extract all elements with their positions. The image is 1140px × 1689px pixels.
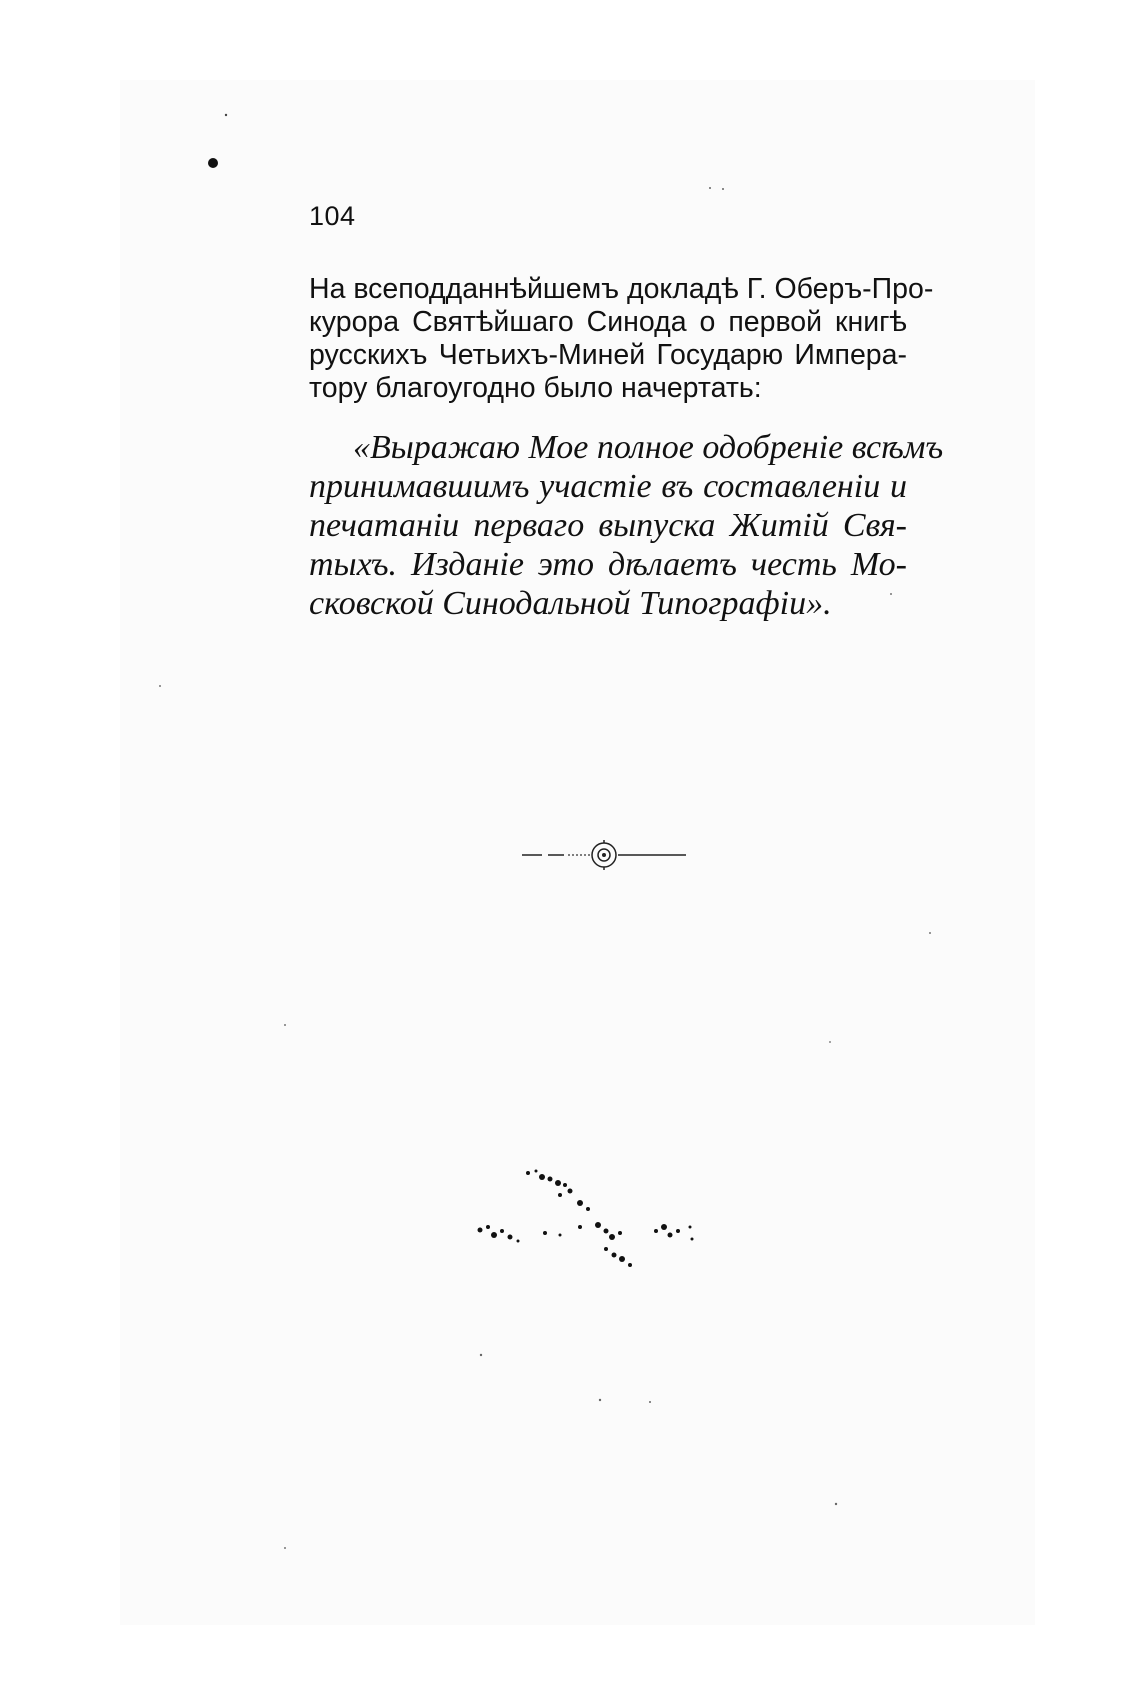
body-line: На всеподданнѣйшемъ докладѣ Г. Оберъ-Про- [309,273,934,305]
imperial-quote [309,428,944,623]
ink-stains [470,1165,740,1275]
spiral-divider-icon [520,838,688,872]
quote-line: печатанiи перваго выпуска Житiй Свя- [309,507,907,544]
page-number: 104 [309,201,356,231]
quote-line: сковской Синодальной Типографiи». [309,585,832,622]
body-line: курора Святѣйшаго Синода о первой книгѣ [309,306,907,338]
body-paragraph [309,273,934,405]
quote-line: «Выражаю Мое полное одобренiе всѣмъ [353,429,944,466]
body-line: тору благоугодно было начертать: [309,372,762,404]
quote-line: тыхъ. Изданiе это дѣлаетъ честь Мо- [309,546,907,583]
quote-line: принимавшимъ участiе въ составленiи и [309,468,907,505]
body-line: русскихъ Четьихъ-Миней Государю Импера- [309,339,907,371]
